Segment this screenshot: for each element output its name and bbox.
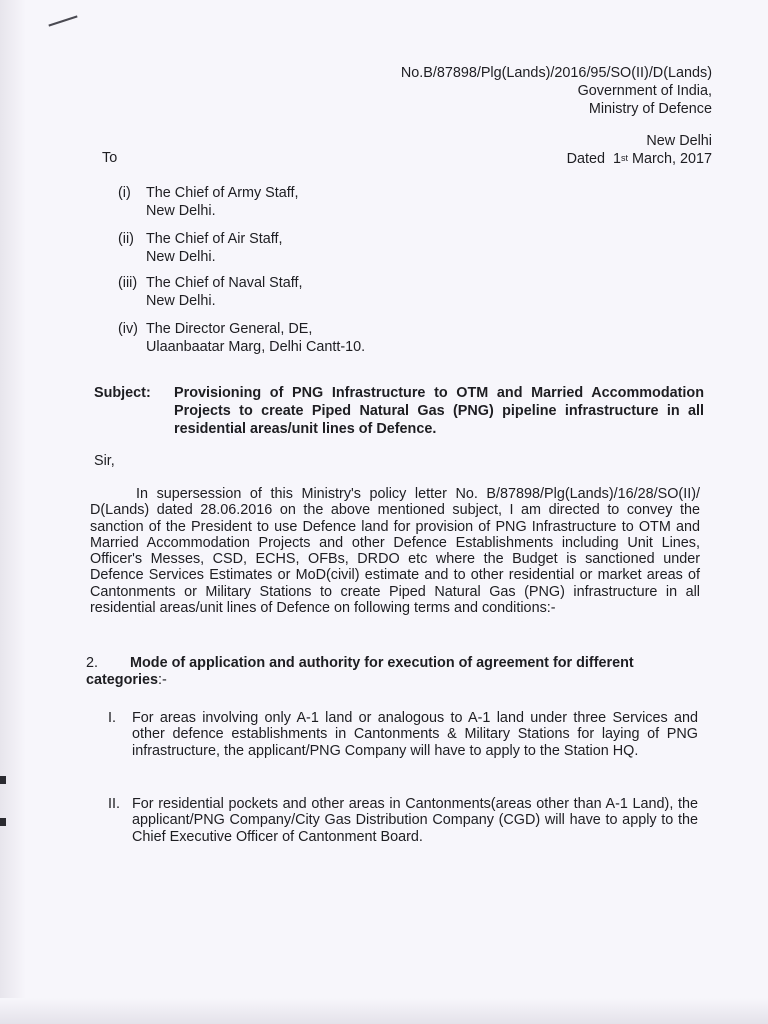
- list-item: I. For areas involving only A-1 land or analogous to A-1 land under three Services and other defence establishments in Cantonments & Military Stations for laying of PNG infrastructure, the applicant/PNG Company will have to apply to the Station HQ.: [108, 710, 698, 759]
- subject-text: Provisioning of PNG Infrastructure to OTM and Married Accommodation Projects to create Piped Natural Gas (PNG) pipeline infrastructure in all residential areas/unit lines of Defence.: [174, 385, 704, 437]
- subject-label: Subject:: [94, 385, 151, 401]
- scan-edge-left: [0, 0, 26, 1024]
- date-line: Dated 1st March, 2017: [566, 151, 712, 167]
- addressee-item: (iii) The Chief of Naval Staff, New Delhi.: [118, 275, 303, 309]
- pen-mark: [48, 15, 77, 26]
- place-line: New Delhi: [646, 133, 712, 149]
- subject-block: [94, 384, 704, 438]
- to-label: To: [102, 150, 118, 166]
- salutation: Sir,: [94, 453, 115, 469]
- place-and-date: [567, 132, 712, 168]
- government-line: Government of India,: [577, 83, 712, 99]
- binding-mark: [0, 818, 6, 826]
- binding-mark: [0, 776, 6, 784]
- paragraph-2-heading: 2. Mode of application and authority for execution of agreement for different categories:-: [86, 655, 634, 688]
- addressee-item: (iv) The Director General, DE, Ulaanbaatar Marg, Delhi Cantt-10.: [118, 321, 366, 355]
- addressee-item: (ii) The Chief of Air Staff, New Delhi.: [118, 231, 283, 265]
- ministry-line: Ministry of Defence: [588, 101, 712, 117]
- body-paragraph-1: In supersession of this Ministry's policy letter No. B/87898/Plg(Lands)/16/28/SO(II)/ D(Lands) dated 28.06.2016 on the above mentioned subject, I am directed to convey the sanction of the President to use Defence land for provision of PNG Infrastructure to OTM and Married Accommodation Projects and other Defence Establishments including Unit Lines, Officer's Messes, CSD, ECHS, OFBs, DRDO etc where the Budget is sanctioned under Defence Services Estimates or MoD(civil) estimate and to other residential or market areas of Cantonments or Military Stations to create Piped Natural Gas (PNG) infrastructure in all residential areas/unit lines of Defence on following terms and conditions:-: [90, 486, 700, 617]
- scan-edge-bottom: [0, 998, 768, 1024]
- list-item: II. For residential pockets and other areas in Cantonments(areas other than A-1 Land), the applicant/PNG Company/City Gas Distribution Company (CGD) will have to apply to the Chief Executive Officer of Cantonment Board.: [108, 796, 698, 845]
- reference-number: No.B/87898/Plg(Lands)/2016/95/SO(II)/D(Lands): [400, 65, 712, 81]
- letter-header: [401, 64, 712, 118]
- addressee-item: (i) The Chief of Army Staff, New Delhi.: [118, 185, 299, 219]
